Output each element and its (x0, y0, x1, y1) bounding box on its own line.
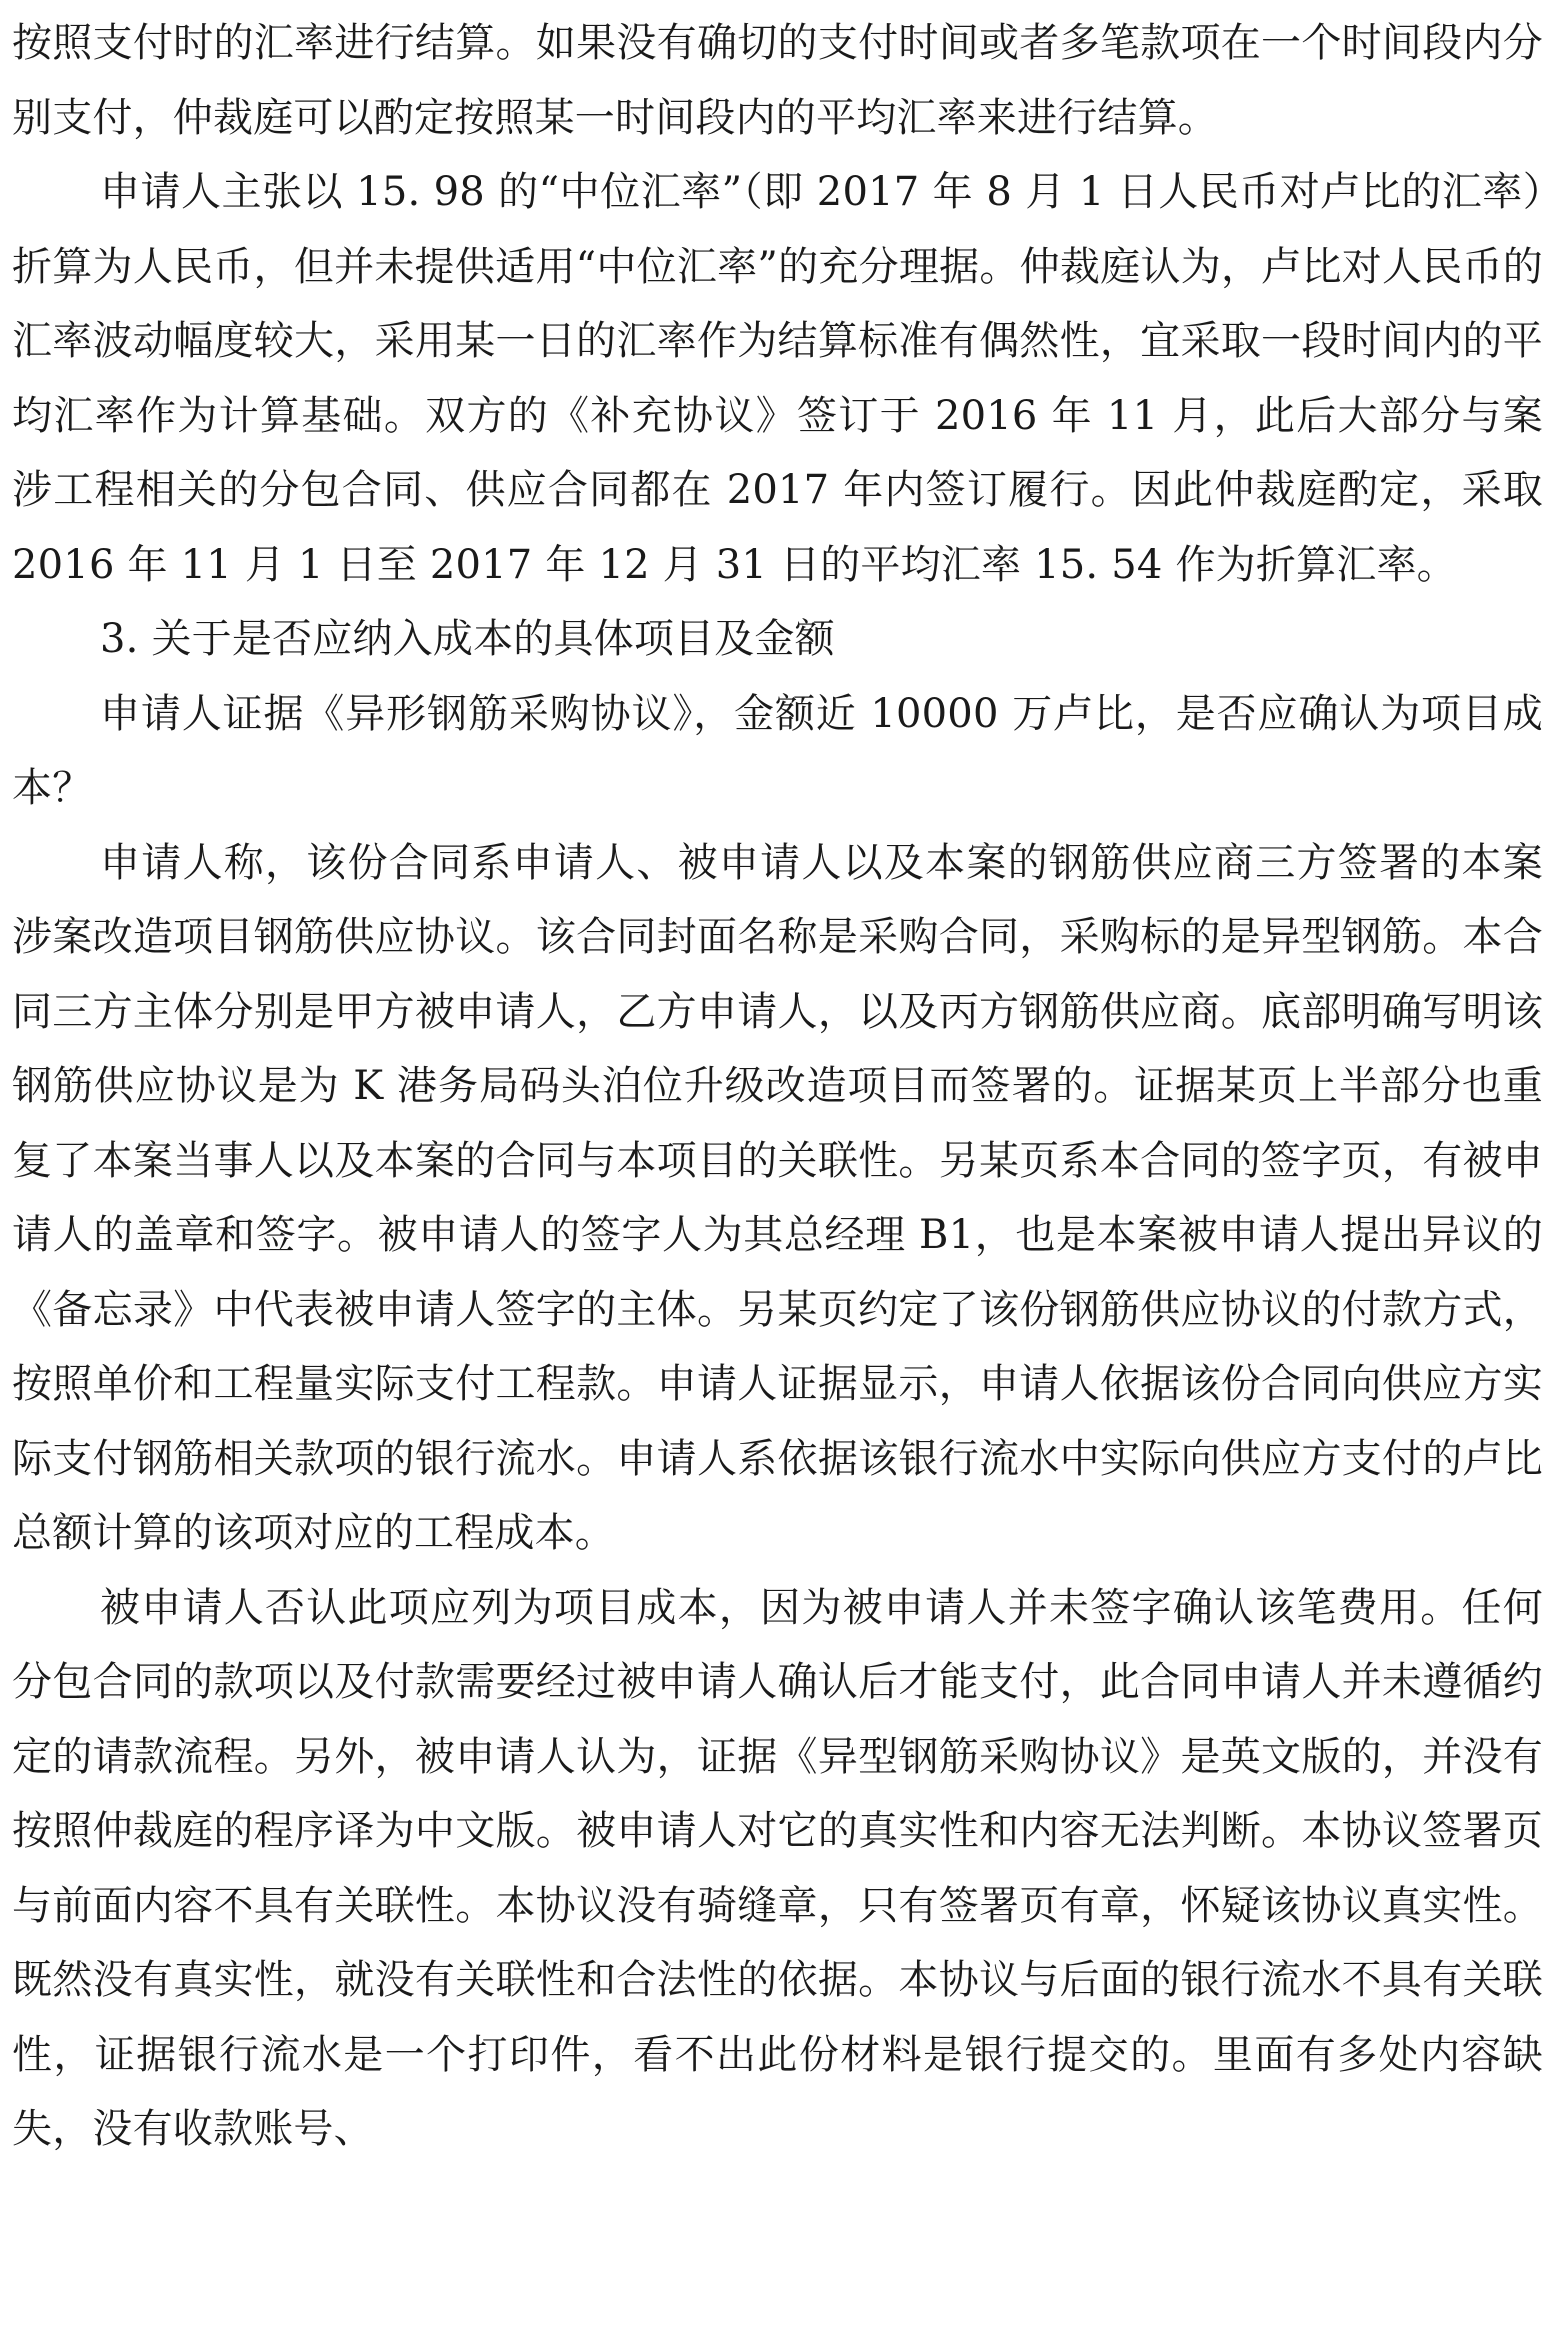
section-heading-cost-items: 3. 关于是否应纳入成本的具体项目及金额 (100, 616, 835, 662)
paragraph-median-rate-claim: 申请人主张以 15. 98 的“中位汇率”（即 2017 年 8 月 1 日人民币对卢比的汇率）折算为人民币，但并未提供适用“中位汇率”的充分理据。仲裁庭认为，卢比对人民币的汇率波动幅度较大，采用某一日的汇率作为结算标准有偶然性，宜采取一段时间内的平均汇率作为计算基础。双方的《补充协议》签订于 2016 年 11 月，此后大部分与案涉工程相关的分包合同、供应合同都在 2017 年内签订履行。因此仲裁庭酌定，采取 2016 年 11 月 1 日至 2017 年 12 月 31 日的平均汇率 15. 54 作为折算汇率。 (12, 169, 1543, 588)
paragraph-rebar-question: 申请人证据《异形钢筋采购协议》，金额近 10000 万卢比，是否应确认为项目成本？ (12, 690, 1543, 811)
paragraph-applicant-statement: 申请人称，该份合同系申请人、被申请人以及本案的钢筋供应商三方签署的本案涉案改造项目钢筋供应协议。该合同封面名称是采购合同，采购标的是异型钢筋。本合同三方主体分别是甲方被申请人，乙方申请人，以及丙方钢筋供应商。底部明确写明该钢筋供应协议是为 K 港务局码头泊位升级改造项目而签署的。证据某页上半部分也重复了本案当事人以及本案的合同与本项目的关联性。另某页系本合同的签字页，有被申请人的盖章和签字。被申请人的签字人为其总经理 B1，也是本案被申请人提出异议的《备忘录》中代表被申请人签字的主体。另某页约定了该份钢筋供应协议的付款方式，按照单价和工程量实际支付工程款。申请人证据显示，申请人依据该份合同向供应方实际支付钢筋相关款项的银行流水。申请人系依据该银行流水中实际向供应方支付的卢比总额计算的该项对应的工程成本。 (12, 839, 1543, 1556)
paragraph-respondent-objection: 被申请人否认此项应列为项目成本，因为被申请人并未签字确认该笔费用。任何分包合同的款项以及付款需要经过被申请人确认后才能支付，此合同申请人并未遵循约定的请款流程。另外，被申请人认为，证据《异型钢筋采购协议》是英文版的，并没有按照仲裁庭的程序译为中文版。被申请人对它的真实性和内容无法判断。本协议签署页与前面内容不具有关联性。本协议没有骑缝章，只有签署页有章，怀疑该协议真实性。既然没有真实性，就没有关联性和合法性的依据。本协议与后面的银行流水不具有关联性，证据银行流水是一个打印件，看不出此份材料是银行提交的。里面有多处内容缺失，没有收款账号、 (12, 1584, 1543, 2152)
paragraph-exchange-rate-rule: 按照支付时的汇率进行结算。如果没有确切的支付时间或者多笔款项在一个时间段内分别支付，仲裁庭可以酌定按照某一时间段内的平均汇率来进行结算。 (12, 20, 1543, 141)
document-page (12, 6, 1543, 2167)
